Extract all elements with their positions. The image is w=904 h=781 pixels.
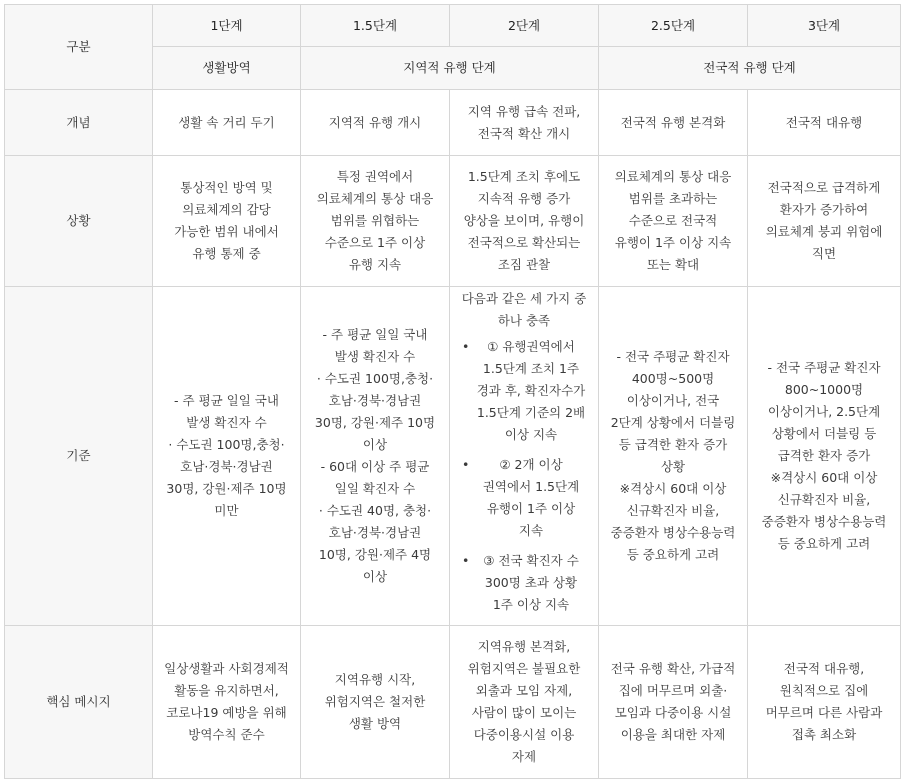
criteria-condition-text: ① 유행권역에서 1.5단계 조치 1주 경과 후, 확진자수가 1.5단계 기준의 2배 이상 지속	[476, 339, 586, 442]
row-label-situation: 상황	[5, 156, 153, 287]
criteria-level-1-5	[301, 287, 450, 626]
criteria-line: · 수도권 100명,충청·호남·경북·경남권 30명, 강원·제주 10명 이상	[314, 371, 436, 452]
situation-level-2-5: 의료체계의 통상 대응 범위를 초과하는 수준으로 전국적 유행이 1주 이상 지속 또는 확대	[599, 156, 748, 287]
criteria-line: - 주 평균 일일 국내 발생 확진자 수	[322, 327, 428, 364]
header-level-2: 2단계	[450, 5, 599, 47]
criteria-line: - 주 평균 일일 국내 발생 확진자 수	[174, 393, 279, 430]
header-level-1-5: 1.5단계	[301, 5, 450, 47]
criteria-line: · 수도권 100명,충청·호남·경북·경남권 30명, 강원·제주 10명 미만	[166, 437, 287, 518]
message-level-3: 전국적 대유행, 원칙적으로 집에 머무르며 다른 사람과 접촉 최소화	[748, 626, 901, 779]
message-level-2-5: 전국 유행 확산, 가급적 집에 머무르며 외출·모임과 다중이용 시설 이용을 최대한 자제	[599, 626, 748, 779]
criteria-note: ※격상시 60대 이상 신규확진자 비율, 중증환자 병상수용능력 등 중요하게 고려	[610, 481, 736, 562]
row-label-criteria: 기준	[5, 287, 153, 626]
criteria-condition-item	[460, 454, 588, 542]
row-message	[5, 626, 901, 779]
bullet-icon: •	[462, 339, 470, 354]
row-label-concept: 개념	[5, 90, 153, 156]
situation-level-3: 전국적으로 급격하게 환자가 증가하여 의료체계 붕괴 위험에 직면	[748, 156, 901, 287]
row-criteria	[5, 287, 901, 626]
distancing-levels-table	[4, 4, 901, 779]
criteria-condition-text: ③ 전국 확진자 수 300명 초과 상황 1주 이상 지속	[483, 553, 579, 612]
concept-level-1: 생활 속 거리 두기	[153, 90, 301, 156]
row-situation	[5, 156, 901, 287]
header-level-3: 3단계	[748, 5, 901, 47]
situation-level-1-5: 특정 권역에서 의료체계의 통상 대응 범위를 위협하는 수준으로 1주 이상 유행 지속	[301, 156, 450, 287]
criteria-level-1	[153, 287, 301, 626]
criteria-line: - 60대 이상 주 평균 일일 확진자 수	[320, 459, 430, 496]
header-level-2-5: 2.5단계	[599, 5, 748, 47]
concept-level-1-5: 지역적 유행 개시	[301, 90, 450, 156]
criteria-condition-item	[460, 336, 588, 446]
concept-level-2-5: 전국적 유행 본격화	[599, 90, 748, 156]
criteria-level-3	[748, 287, 901, 626]
group-life-quarantine: 생활방역	[153, 47, 301, 90]
situation-level-2: 1.5단계 조치 후에도 지속적 유행 증가 양상을 보이며, 유행이 전국적으로 확산되는 조짐 관찰	[450, 156, 599, 287]
criteria-line: · 수도권 40명, 충청·호남·경북·경남권 10명, 강원·제주 4명 이상	[318, 503, 432, 584]
criteria-level-2-5	[599, 287, 748, 626]
group-regional-outbreak: 지역적 유행 단계	[301, 47, 599, 90]
bullet-icon: •	[462, 457, 470, 472]
criteria-condition-item	[460, 550, 588, 616]
criteria-line: - 전국 주평균 확진자 400명~500명 이상이거나, 전국 2단계 상황에서 더블링 등 급격한 환자 증가 상황	[610, 349, 736, 474]
concept-level-2: 지역 유행 급속 전파, 전국적 확산 개시	[450, 90, 599, 156]
row-concept	[5, 90, 901, 156]
criteria-line: - 전국 주평균 확진자 800~1000명 이상이거나, 2.5단계 상황에서 더블링 등 급격한 환자 증가	[767, 360, 881, 463]
criteria-condition-list	[460, 336, 588, 616]
header-category: 구분	[5, 5, 153, 90]
bullet-icon: •	[462, 553, 470, 568]
concept-level-3: 전국적 대유행	[748, 90, 901, 156]
criteria-intro: 다음과 같은 세 가지 중 하나 충족	[461, 291, 587, 328]
message-level-1: 일상생활과 사회경제적 활동을 유지하면서, 코로나19 예방을 위해 방역수칙 준수	[153, 626, 301, 779]
message-level-1-5: 지역유행 시작, 위험지역은 철저한 생활 방역	[301, 626, 450, 779]
situation-level-1: 통상적인 방역 및 의료체계의 감당 가능한 범위 내에서 유행 통제 중	[153, 156, 301, 287]
header-level-1: 1단계	[153, 5, 301, 47]
criteria-condition-text: ② 2개 이상 권역에서 1.5단계 유행이 1주 이상 지속	[482, 457, 580, 538]
message-level-2: 지역유행 본격화, 위험지역은 불필요한 외출과 모임 자제, 사람이 많이 모이는 다중이용시설 이용 자제	[450, 626, 599, 779]
group-nationwide-outbreak: 전국적 유행 단계	[599, 47, 901, 90]
criteria-level-2	[450, 287, 599, 626]
criteria-note: ※격상시 60대 이상 신규확진자 비율, 중증환자 병상수용능력 등 중요하게 고려	[761, 470, 887, 551]
row-label-message: 핵심 메시지	[5, 626, 153, 779]
